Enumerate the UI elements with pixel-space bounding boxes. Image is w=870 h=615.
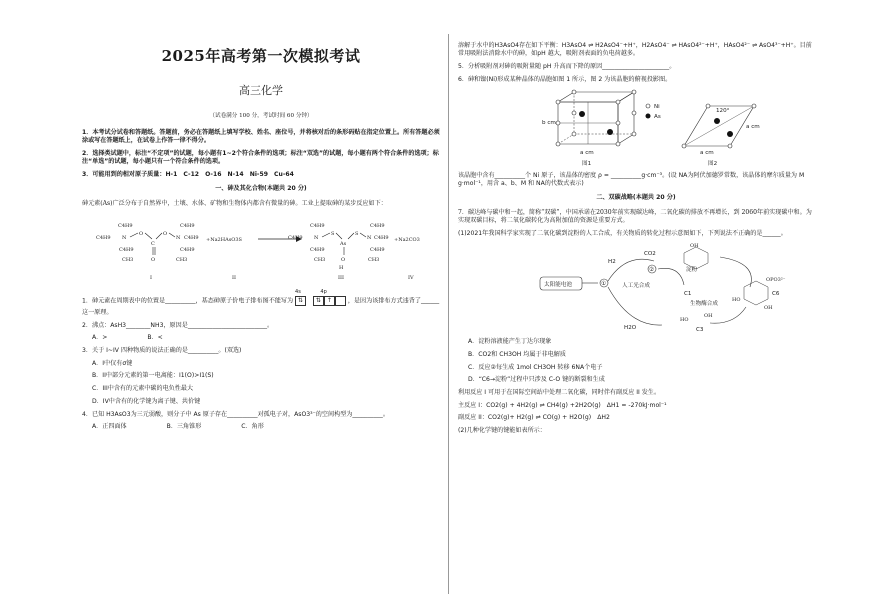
question-6: 6．砷和镍(Ni)形成某种晶体的晶胞如图 1 所示，图 2 为该晶胞的俯视投影图。 <box>458 75 672 83</box>
svg-text:OH: OH <box>704 312 713 319</box>
instruction-1: 1．本考试分试卷和答题纸。答题前，务必在答题纸上填写学校、姓名、座位号，并将核对后的条形码贴在指定位置上。所有答题必须涂或写在答题纸上，在试卷上作答一律不得分。 <box>82 128 440 144</box>
svg-text:As: As <box>340 240 347 247</box>
svg-text:C4H9: C4H9 <box>288 234 303 241</box>
figure-1-unit-cell <box>542 90 636 167</box>
question-7-2: (2)几种化学键的键能如表所示： <box>458 427 546 435</box>
section-2-heading: 二、双碳战略(本题共 20 分) <box>596 194 676 202</box>
q3-option-b: B．II中部分元素的第一电离能：I1(O)>I1(S) <box>92 372 214 380</box>
section-1-heading: 一、砷及其化合物(本题共 20 分) <box>215 184 307 192</box>
side-reaction: 副反应 II：CO2(g)+ H2(g) ⇌ CO(g) + H2O(g) ΔH2 <box>458 414 610 422</box>
instruction-3: 3．可能用到的相对原子质量：H-1 C-12 O-16 N-14 Ni-59 Cu-64 <box>82 170 294 178</box>
exam-subtitle: 高三化学 <box>239 84 283 98</box>
figure-legend <box>646 104 661 120</box>
q7-option-d: D．“C6→淀粉”过程中只涉及 C-O 键的断裂和生成 <box>468 376 605 384</box>
svg-text:S: S <box>355 230 359 237</box>
orbital-box-4p-3 <box>335 296 346 306</box>
orbital-box-4p-1: ⇅ <box>313 296 324 306</box>
h2o-label: H2O <box>624 324 637 331</box>
svg-text:CH3: CH3 <box>122 256 134 263</box>
question-1-text: 1．砷元素在周期表中的位置是__________，基态砷原子价电子排布图不能写为 <box>82 297 294 305</box>
svg-text:C4H9: C4H9 <box>118 222 133 229</box>
fig1-caption: 图1 <box>582 161 592 168</box>
svg-text:C4H9: C4H9 <box>374 234 389 241</box>
reagent-IV: +Na2CO3 <box>394 236 420 243</box>
svg-text:O: O <box>139 230 144 237</box>
reagent-II: +Na2HAsO3S <box>206 236 242 243</box>
fig1-b-label: b cm <box>542 120 556 127</box>
svg-text:C4H9: C4H9 <box>310 222 325 229</box>
crystal-figures <box>458 88 814 171</box>
svg-text:N: N <box>314 234 319 241</box>
question-7: 7．碳达峰与碳中和一起，简称“双碳”，中国承诺在2030年前实现碳达峰，二氧化碳的排放不再增长，到 2060年前实现碳中和。为实现双碳目标，将二氧化碳转化为高附加值的资源是重要方式。 <box>458 209 812 225</box>
arsenic-equilibrium-text: 溶解于水中的H3AsO4存在如下平衡：H3AsO4 ⇌ H2AsO4⁻+H⁺，H2AsO4⁻ ⇌ HAsO4²⁻+H⁺，HAsO4²⁻ ⇌ AsO4³⁻+H⁺。目前常用吸附法消除水中的砷，如pH 越大，吸附剂表面的负电荷越多。 <box>458 42 812 58</box>
q4-option-b: B．三角锥形 <box>166 423 202 431</box>
legend-ni: Ni <box>654 104 660 111</box>
svg-text:O: O <box>151 256 156 263</box>
label-IV: IV <box>408 274 414 281</box>
question-3: 3．关于 I~IV 四种物质的说法正确的是__________。(双选) <box>82 347 242 355</box>
question-1-tail: ，是因为该排布方式违背了______这一原理。 <box>82 297 440 316</box>
bio-synthesis-label: 生物酶合成 <box>690 300 718 307</box>
svg-text:C: C <box>151 240 155 247</box>
question-2: 2．沸点：AsH3________NH3，原因是__________________________。 <box>82 321 274 329</box>
column-divider <box>448 34 449 594</box>
svg-text:N: N <box>176 234 181 241</box>
svg-text:CH3: CH3 <box>368 256 380 263</box>
legend-as: As <box>654 114 661 121</box>
q7-option-b: B．CO2和 CH3OH 均属于非电解质 <box>468 350 566 358</box>
svg-text:C4H9: C4H9 <box>184 234 199 241</box>
svg-text:H: H <box>339 264 344 271</box>
label-I: I <box>150 274 152 281</box>
svg-text:HO: HO <box>732 296 741 303</box>
step-2: ② <box>649 266 655 273</box>
q7-option-c: C．反应②每生成 1mol CH3OH 转移 6NA个电子 <box>468 363 603 371</box>
fig2-angle: 120° <box>716 108 730 115</box>
svg-text:CH3: CH3 <box>314 256 326 263</box>
question-5: 5．分析吸附剂对砷的吸附量随 pH 升高而下降的原因______________________。 <box>458 62 676 70</box>
starch-synthesis-diagram <box>458 243 814 338</box>
fig1-a-label: a cm <box>580 150 594 157</box>
orbital-diagram <box>295 289 346 306</box>
molecule-I <box>96 223 199 281</box>
q2-option-b: B．< <box>147 334 163 342</box>
q4-option-a: A．正四面体 <box>92 423 127 431</box>
svg-text:C4H9: C4H9 <box>310 246 325 253</box>
svg-text:C4H9: C4H9 <box>370 222 385 229</box>
orbital-4p-label: 4p <box>320 288 327 295</box>
figure-2-projection <box>682 104 760 167</box>
svg-text:O: O <box>163 230 168 237</box>
section-1-intro: 砷元素(As)广泛分布于自然界中，土壤、水体、矿物和生物体内都含有微量的砷。工业上提取砷的某步反应如下： <box>82 199 387 207</box>
starch-structure <box>684 243 708 269</box>
svg-text:S: S <box>331 230 335 237</box>
q3-option-a: A．I中仅有σ键 <box>92 359 133 367</box>
svg-text:C4H9: C4H9 <box>119 246 134 253</box>
artificial-synthesis-label: 人工光合成 <box>622 282 650 289</box>
label-III: III <box>338 274 344 281</box>
exam-title: 2025年高考第一次模拟考试 <box>161 47 361 65</box>
question-1 <box>82 288 440 317</box>
label-II: II <box>232 274 236 281</box>
step-1: ① <box>601 280 607 287</box>
svg-text:C4H9: C4H9 <box>180 222 195 229</box>
reaction-intro: 利用反应 I 可用于在国际空间站中处理二氧化碳，同时伴有副反应 II 发生。 <box>458 389 661 396</box>
q3-option-c: C．III中含有的元素中碳的电负性最大 <box>92 385 194 393</box>
q3-option-d: D．IV中含有的化学键为离子键、共价键 <box>92 397 201 405</box>
question-7-1: (1)2021年我国科学家实现了二氧化碳到淀粉的人工合成，有关物质的转化过程示意图如下，下列说法不正确的是______。 <box>458 230 787 238</box>
question-4: 4．已知 H3AsO3为三元弱酸，则分子中 As 原子存在__________对孤电子对，AsO3³⁻的空间构型为__________。 <box>82 410 389 418</box>
exam-note: （试卷满分 100 分，考试时间 60 分钟） <box>209 113 313 120</box>
main-reaction: 主反应 I：CO2(g) + 4H2(g) ⇌ CH4(g) +2H2O(g) ΔH1 = -270kJ·mol⁻¹ <box>458 401 667 409</box>
svg-text:OH: OH <box>764 304 773 311</box>
c1-label: C1 <box>684 290 692 297</box>
left-column <box>82 40 440 436</box>
orbital-4s-label: 4s <box>295 288 301 295</box>
svg-text:OH: OH <box>690 242 699 249</box>
h2-label: H2 <box>608 258 616 265</box>
right-column <box>458 42 814 440</box>
reaction-scheme <box>82 213 440 288</box>
svg-text:N: N <box>122 234 127 241</box>
svg-text:CH3: CH3 <box>176 256 188 263</box>
molecule-III <box>288 223 389 281</box>
c3-label: C3 <box>696 326 704 333</box>
starch-label: 淀粉 <box>686 266 698 273</box>
svg-text:N: N <box>367 234 372 241</box>
fig2-caption: 图2 <box>708 161 718 168</box>
question-4-options <box>82 423 440 431</box>
q7-option-a: A．淀粉溶液能产生丁达尔现象 <box>468 338 552 346</box>
svg-text:C4H9: C4H9 <box>180 246 195 253</box>
question-6-text: 该晶胞中含有__________个 Ni 原子，该晶体的密度 ρ = __________g·cm⁻³。(设 NA为阿伏加德罗常数，该晶体的摩尔质量为 M g·mol⁻¹，用含 a、b、M 和 NA的代数式表示) <box>458 171 805 187</box>
orbital-box-4p-2: ↑ <box>324 296 335 306</box>
co2-label: CO2 <box>644 250 656 257</box>
svg-text:OPO3²⁻: OPO3²⁻ <box>766 276 786 283</box>
svg-text:HO: HO <box>680 316 689 323</box>
svg-text:O: O <box>341 256 346 263</box>
instruction-2: 2．选择类试题中，标注“不定项”的试题，每小题有1~2个符合条件的选项；标注“双选”的试题，每小题有两个符合条件的选项；标注“单选”的试题，每小题只有一个符合条件的选项。 <box>82 149 439 165</box>
solar-cell-label: 太阳能电池 <box>544 281 572 288</box>
c6-structure <box>732 277 786 311</box>
q2-option-a: A．> <box>92 334 108 342</box>
q4-option-c: C．角形 <box>241 423 264 431</box>
orbital-box-4s: ⇅ <box>295 296 306 306</box>
svg-text:C4H9: C4H9 <box>96 234 111 241</box>
fig2-a-bottom: a cm <box>700 150 714 157</box>
c6-label: C6 <box>772 290 780 297</box>
svg-text:C4H9: C4H9 <box>370 246 385 253</box>
orbital-labels <box>295 289 346 296</box>
question-2-options <box>82 334 440 342</box>
fig2-a-side: a cm <box>746 124 760 131</box>
